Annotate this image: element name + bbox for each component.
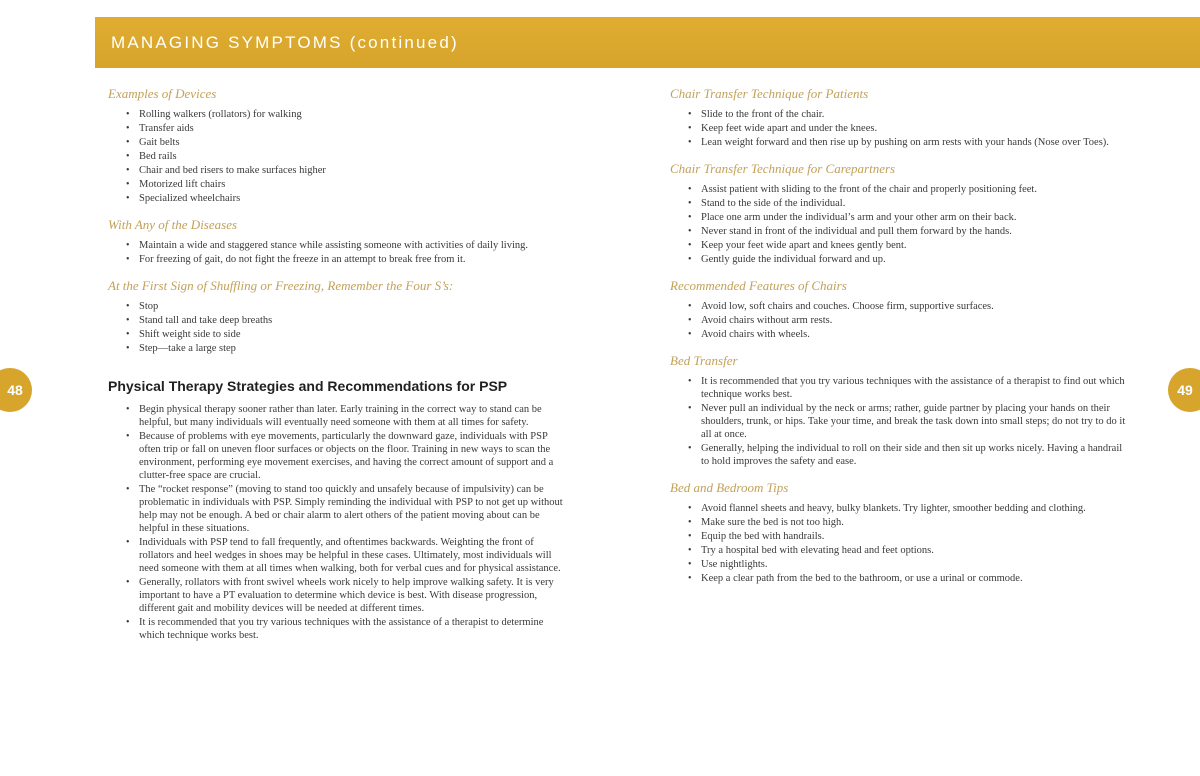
- bullet-item: • Avoid chairs with wheels.: [688, 328, 1128, 341]
- content-section: [108, 278, 566, 355]
- section-heading: Chair Transfer Technique for Patients: [670, 86, 869, 101]
- bullet-item: • Use nightlights.: [688, 558, 1128, 571]
- bullet-item: • Try a hospital bed with elevating head and feet options.: [688, 544, 1128, 557]
- bullet-item: • The “rocket response” (moving to stand too quickly and unsafely because of impulsivity) can be problematic in individuals with PSP. Simply reminding the individual with PSP to not get up without help may not be enough. A bed or chair alarm to alert others of the patient moving about can be helpful in these situations.: [126, 483, 566, 535]
- bullet-item: • Avoid flannel sheets and heavy, bulky blankets. Try lighter, smoother bedding and clothing.: [688, 502, 1128, 515]
- left-column: [108, 86, 566, 643]
- page-title: MANAGING SYMPTOMS (continued): [111, 32, 459, 52]
- bullet-item: • Lean weight forward and then rise up by pushing on arm rests with your hands (Nose over Toes).: [688, 136, 1128, 149]
- bullet-item: • Transfer aids: [126, 122, 566, 135]
- bullet-list: [670, 300, 1128, 341]
- content-section: [670, 278, 1128, 341]
- section-heading: Examples of Devices: [108, 86, 217, 101]
- bullet-item: • Avoid low, soft chairs and couches. Choose firm, supportive surfaces.: [688, 300, 1128, 313]
- bullet-item: • Individuals with PSP tend to fall frequently, and oftentimes backwards. Weighting the front of rollators and heel wedges in shoes may be helpful in these cases. Ultimately, most individuals will need someone with them at all times when walking, both for verbal cues and for physical assistance.: [126, 536, 566, 575]
- content-section: [670, 86, 1128, 149]
- bullet-list: [108, 403, 566, 642]
- content-section: [108, 86, 566, 205]
- bullet-item: • It is recommended that you try various techniques with the assistance of a therapist to determine which technique works best.: [126, 616, 566, 642]
- content-section: [670, 480, 1128, 585]
- bullet-list: [670, 108, 1128, 149]
- bullet-item: • It is recommended that you try various techniques with the assistance of a therapist to find out which technique works best.: [688, 375, 1128, 401]
- content-section: [670, 161, 1128, 266]
- bullet-item: • Keep your feet wide apart and knees gently bent.: [688, 239, 1128, 252]
- bullet-item: • Keep feet wide apart and under the knees.: [688, 122, 1128, 135]
- bullet-item: • For freezing of gait, do not fight the freeze in an attempt to break free from it.: [126, 253, 566, 266]
- section-heading: Bed and Bedroom Tips: [670, 480, 789, 495]
- bullet-item: • Bed rails: [126, 150, 566, 163]
- bullet-item: • Avoid chairs without arm rests.: [688, 314, 1128, 327]
- section-heading: Recommended Features of Chairs: [670, 278, 847, 293]
- bullet-item: • Never stand in front of the individual and pull them forward by the hands.: [688, 225, 1128, 238]
- content-section: [108, 217, 566, 266]
- section-heading: Physical Therapy Strategies and Recommendations for PSP: [108, 378, 508, 394]
- page-number-right-tab: [1168, 368, 1200, 412]
- section-heading: Bed Transfer: [670, 353, 738, 368]
- bullet-item: • Slide to the front of the chair.: [688, 108, 1128, 121]
- bullet-item: • Because of problems with eye movements, particularly the downward gaze, individuals with PSP often trip or fall on uneven floor surfaces or objects on the floor. Training in new ways to scan the environment, performing eye movement exercises, and having the correct amount of support and a clutter-free space are crucial.: [126, 430, 566, 482]
- section-heading: With Any of the Diseases: [108, 217, 238, 232]
- bullet-item: • Begin physical therapy sooner rather than later. Early training in the correct way to stand can be helpful, but many individuals will eventually need someone with them at all times for safety.: [126, 403, 566, 429]
- bullet-item: • Assist patient with sliding to the front of the chair and properly positioning feet.: [688, 183, 1128, 196]
- bullet-item: • Generally, helping the individual to roll on their side and then sit up works nicely. Having a handrail to hold improves the safety and ease.: [688, 442, 1128, 468]
- bullet-item: • Gently guide the individual forward and up.: [688, 253, 1128, 266]
- bullet-item: • Generally, rollators with front swivel wheels work nicely to help improve walking safety. It is very important to have a PT evaluation to determine which device is best. With disease progression, different gait and mobility devices will be needed at different times.: [126, 576, 566, 615]
- bullet-item: • Keep a clear path from the bed to the bathroom, or use a urinal or commode.: [688, 572, 1128, 585]
- section-heading: At the First Sign of Shuffling or Freezing, Remember the Four S’s:: [108, 278, 454, 293]
- bullet-item: • Place one arm under the individual’s arm and your other arm on their back.: [688, 211, 1128, 224]
- bullet-item: • Never pull an individual by the neck or arms; rather, guide partner by placing your hands on their shoulders, trunk, or hips. Take your time, and break the task down into small steps; do not try to do it all at once.: [688, 402, 1128, 441]
- bullet-item: • Make sure the bed is not too high.: [688, 516, 1128, 529]
- bullet-list: [108, 300, 566, 355]
- bullet-item: • Shift weight side to side: [126, 328, 566, 341]
- content-section: [108, 377, 566, 642]
- page-number-right: 49: [1177, 382, 1193, 398]
- section-heading: Chair Transfer Technique for Carepartners: [670, 161, 896, 176]
- bullet-item: • Chair and bed risers to make surfaces higher: [126, 164, 566, 177]
- bullet-item: • Motorized lift chairs: [126, 178, 566, 191]
- content-section: [670, 353, 1128, 468]
- header-banner: [95, 17, 1200, 68]
- right-column: [670, 86, 1128, 586]
- page-number-left: 48: [7, 382, 23, 398]
- bullet-list: [108, 239, 566, 266]
- bullet-item: • Gait belts: [126, 136, 566, 149]
- bullet-list: [670, 375, 1128, 468]
- bullet-list: [108, 108, 566, 205]
- bullet-item: • Equip the bed with handrails.: [688, 530, 1128, 543]
- bullet-item: • Specialized wheelchairs: [126, 192, 566, 205]
- bullet-list: [670, 183, 1128, 266]
- bullet-item: • Step—take a large step: [126, 342, 566, 355]
- bullet-item: • Stop: [126, 300, 566, 313]
- bullet-item: • Maintain a wide and staggered stance while assisting someone with activities of daily living.: [126, 239, 566, 252]
- bullet-item: • Stand to the side of the individual.: [688, 197, 1128, 210]
- bullet-list: [670, 502, 1128, 585]
- page-number-left-tab: [0, 368, 32, 412]
- bullet-item: • Stand tall and take deep breaths: [126, 314, 566, 327]
- bullet-item: • Rolling walkers (rollators) for walking: [126, 108, 566, 121]
